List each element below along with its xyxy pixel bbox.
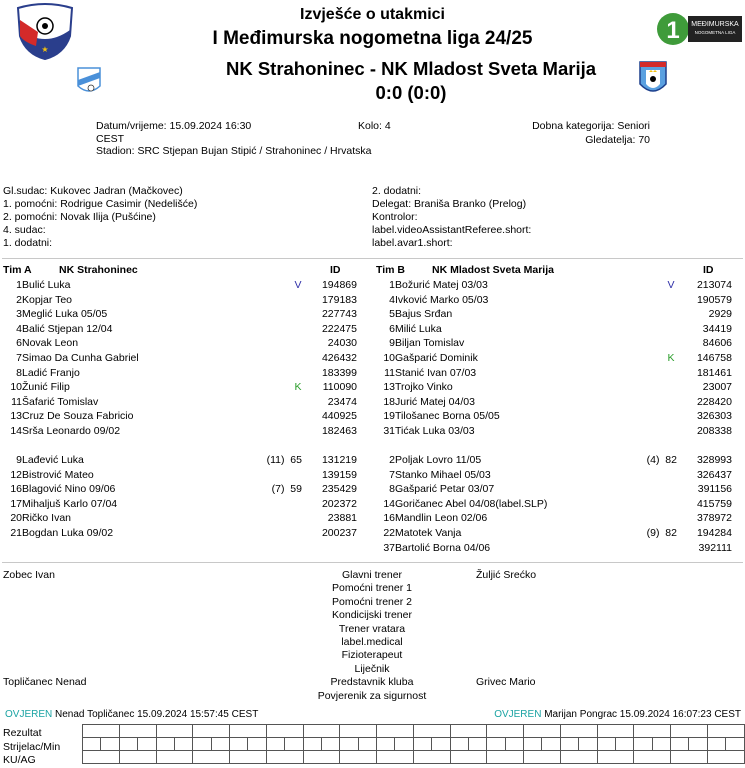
result-cell: [671, 725, 708, 738]
goalkeeper-mark: V: [667, 279, 675, 291]
player-number: 7: [16, 351, 22, 364]
player-number: 11: [384, 366, 395, 379]
player-id: 392111: [698, 541, 732, 554]
scorer-cell: [303, 738, 321, 751]
player-name: Simao Da Cunha Gabriel: [22, 351, 139, 364]
player-row: [373, 395, 745, 410]
player-id: 34419: [702, 322, 732, 335]
player-id: 2929: [708, 308, 732, 321]
score-grid-labels: [3, 727, 60, 768]
result-cell: [340, 725, 377, 738]
player-row: [373, 453, 745, 468]
goalkeeper-mark: V: [294, 279, 302, 291]
player-number: 13: [383, 381, 395, 394]
player-number: 9: [16, 454, 22, 466]
player-number: 8: [16, 366, 22, 379]
team-b-name: NK Mladost Sveta Marija: [432, 264, 554, 276]
card-cell: [707, 751, 744, 764]
player-name: Balić Stjepan 12/04: [22, 322, 113, 335]
away-representative: Grivec Mario: [476, 676, 536, 688]
player-name: Bartolić Borna 04/06: [395, 541, 491, 554]
stadium: Stadion: SRC Stjepan Bujan Stipić / Strahoninec / Hrvatska: [96, 145, 372, 157]
scorer-cell: [432, 738, 450, 751]
role-physiotherapist: Fizioterapeut: [341, 649, 403, 662]
divider: [2, 258, 743, 259]
player-number: 2: [16, 293, 22, 306]
player-row: [373, 482, 745, 497]
player-row: [0, 424, 370, 439]
result-cell: [487, 725, 524, 738]
card-cell: [193, 751, 230, 764]
player-row: [373, 409, 745, 424]
scorer-cell: [524, 738, 542, 751]
grid-label-result: Rezultat: [3, 727, 42, 739]
card-cell: [119, 751, 156, 764]
player-name: Lađević Luka: [22, 454, 84, 466]
player-id: 391156: [697, 483, 732, 496]
captain-mark: K: [294, 381, 302, 394]
staff-roles: [272, 569, 472, 703]
svg-text:★: ★: [41, 45, 49, 54]
official-var: label.videoAssistantReferee.short:: [372, 224, 532, 236]
player-number: 13: [10, 410, 22, 423]
card-cell: [377, 751, 414, 764]
scorer-cell: [119, 738, 137, 751]
player-name: Bistrović Mateo: [22, 468, 94, 481]
player-name: Jurić Matej 04/03: [395, 395, 475, 408]
attendance: Gledatelja: 70: [585, 133, 650, 146]
player-number: 1: [16, 279, 22, 291]
scorer-cell: [689, 738, 707, 751]
player-id: 202372: [321, 497, 357, 510]
result-cell: [193, 725, 230, 738]
player-id: 190579: [696, 293, 732, 306]
result-cell: [83, 725, 120, 738]
verified-status: OVJEREN: [494, 709, 542, 720]
player-row: [373, 468, 745, 483]
verified-by: Nenad Topličanec 15.09.2024 15:57:45 CEST: [55, 709, 259, 720]
player-id: 146758: [696, 351, 732, 364]
player-row: [373, 511, 745, 526]
player-id: 426432: [321, 351, 357, 364]
player-id: 139159: [321, 468, 357, 481]
card-cell: [303, 751, 340, 764]
player-id: 228420: [696, 395, 732, 408]
scorer-cell: [395, 738, 413, 751]
scorer-cell: [340, 738, 358, 751]
substitution-info: (4) 82: [646, 454, 677, 466]
card-cell: [634, 751, 671, 764]
player-number: 16: [10, 483, 22, 496]
scorer-cell: [468, 738, 486, 751]
player-id: 222475: [321, 322, 357, 335]
team-a-name: NK Strahoninec: [59, 264, 138, 276]
player-name: Biljan Tomislav: [395, 337, 465, 350]
player-row: [0, 366, 370, 381]
result-cell: [230, 725, 267, 738]
player-id: 213074: [696, 279, 732, 291]
player-id: 110090: [322, 381, 357, 394]
player-name: Srša Leonardo 09/02: [22, 424, 121, 437]
result-cell: [266, 725, 303, 738]
grid-label-scorer: Strijelac/Min: [3, 740, 61, 753]
player-row: [373, 526, 745, 541]
official-fourth: 4. sudac:: [3, 224, 46, 236]
player-row: [0, 468, 370, 483]
player-number: 14: [383, 497, 395, 510]
result-cell: [707, 725, 744, 738]
result-cell: [303, 725, 340, 738]
player-number: 10: [10, 381, 22, 394]
scorer-cell: [248, 738, 266, 751]
svg-text:MEĐIMURSKA: MEĐIMURSKA: [691, 21, 739, 28]
player-name: Bajus Srđan: [395, 308, 453, 321]
player-number: 1: [389, 279, 395, 291]
player-number: 3: [16, 308, 22, 321]
scorer-cell: [101, 738, 119, 751]
scorer-cell: [487, 738, 505, 751]
player-row: [0, 322, 370, 337]
player-row: [373, 278, 745, 293]
svg-text:NOGOMETNA LIGA: NOGOMETNA LIGA: [694, 30, 736, 35]
scorer-cell: [285, 738, 303, 751]
player-name: Ivković Marko 05/03: [395, 293, 489, 306]
match-datetime: Datum/vrijeme: 15.09.2024 16:30: [96, 120, 252, 132]
player-name: Ladić Franjo: [22, 366, 80, 379]
player-id: 179183: [321, 293, 357, 306]
player-number: 11: [11, 395, 22, 408]
team-a-label: Tim A: [3, 264, 32, 276]
player-row: [0, 526, 370, 541]
player-name: Bogdan Luka 09/02: [22, 526, 114, 539]
player-row: [373, 424, 745, 439]
player-row: [0, 278, 370, 293]
player-number: 7: [389, 468, 395, 481]
player-number: 5: [389, 308, 395, 321]
role-assistant-coach-1: Pomoćni trener 1: [332, 582, 412, 595]
result-cell: [597, 725, 634, 738]
scorer-cell: [230, 738, 248, 751]
role-doctor: Liječnik: [354, 662, 390, 675]
official-avar: label.avar1.short:: [372, 237, 453, 249]
league-title: I Međimurska nogometna liga 24/25: [212, 28, 533, 49]
card-cell: [266, 751, 303, 764]
report-title: Izvješće o utakmici: [300, 6, 445, 23]
player-name: Blagović Nino 09/06: [22, 483, 116, 496]
official-delegate: Delegat: Braniša Branko (Prelog): [372, 198, 527, 210]
substitution-info: (11) 65: [266, 454, 302, 466]
player-id: 194869: [321, 279, 357, 291]
player-row: [373, 351, 745, 366]
player-name: Bulić Luka: [22, 279, 71, 291]
svg-text:1: 1: [666, 17, 680, 44]
player-number: 8: [389, 483, 395, 496]
player-name: Novak Leon: [22, 337, 79, 350]
verified-by: Marijan Pongrac 15.09.2024 16:07:23 CEST: [544, 709, 741, 720]
player-row: [373, 380, 745, 395]
player-id: 235429: [321, 483, 357, 496]
player-name: Cruz De Souza Fabricio: [22, 410, 134, 423]
card-cell: [340, 751, 377, 764]
scorer-cell: [193, 738, 211, 751]
player-row: [0, 409, 370, 424]
player-name: Gašparić Dominik: [395, 351, 478, 364]
player-number: 16: [383, 512, 395, 525]
player-name: Stanić Ivan 07/03: [395, 366, 477, 379]
player-name: Stanko Mihael 05/03: [395, 468, 491, 481]
player-number: 6: [16, 337, 22, 350]
scorer-cell: [211, 738, 229, 751]
player-id: 23007: [702, 381, 732, 394]
card-cell: [560, 751, 597, 764]
scorer-cell: [358, 738, 376, 751]
player-id: 84606: [702, 337, 732, 350]
player-name: Poljak Lovro 11/05: [395, 454, 482, 466]
result-cell: [524, 725, 561, 738]
team-b-label: Tim B: [376, 264, 405, 276]
official-assistant-2: 2. pomoćni: Novak Ilija (Pušćine): [3, 211, 156, 223]
player-name: Božurić Matej 03/03: [395, 279, 488, 291]
role-club-representative: Predstavnik kluba: [330, 676, 414, 689]
player-row: [373, 322, 745, 337]
player-name: Gašparić Petar 03/07: [395, 483, 495, 496]
card-cell: [671, 751, 708, 764]
score-grid-row: [83, 751, 745, 764]
match-timezone: CEST: [96, 132, 125, 145]
player-row: [0, 336, 370, 351]
away-head-coach: Žuljić Srećko: [476, 569, 537, 581]
player-row: [0, 511, 370, 526]
result-cell: [413, 725, 450, 738]
player-id: 227743: [321, 308, 357, 321]
result-cell: [377, 725, 414, 738]
player-name: Tićak Luka 03/03: [395, 424, 475, 437]
player-row: [373, 307, 745, 322]
player-number: 19: [383, 410, 395, 423]
scorer-cell: [615, 738, 633, 751]
player-row: [0, 395, 370, 410]
officials-right: [372, 185, 531, 250]
player-number: 20: [10, 512, 22, 525]
captain-mark: K: [667, 351, 675, 364]
scorer-cell: [138, 738, 156, 751]
match-title: NK Strahoninec - NK Mladost Sveta Marija: [225, 58, 597, 79]
player-row: [373, 497, 745, 512]
scorer-cell: [634, 738, 652, 751]
role-security-officer: Povjerenik za sigurnost: [317, 689, 427, 702]
away-verification: [494, 709, 741, 720]
player-id: 326437: [696, 468, 732, 481]
player-row: [0, 307, 370, 322]
role-assistant-coach-2: Pomoćni trener 2: [332, 595, 412, 608]
player-row: [0, 453, 370, 468]
scorer-cell: [321, 738, 339, 751]
player-id: 131219: [321, 454, 357, 466]
scorer-cell: [156, 738, 174, 751]
scorer-cell: [413, 738, 431, 751]
player-row: [373, 366, 745, 381]
scorer-cell: [266, 738, 284, 751]
player-id: 23474: [327, 395, 357, 408]
scorer-cell: [707, 738, 725, 751]
player-id: 208338: [696, 424, 732, 437]
player-name: Milić Luka: [395, 322, 442, 335]
scorer-cell: [726, 738, 745, 751]
official-assistant-1: 1. pomoćni: Rodrigue Casimir (Nedelišće): [3, 198, 198, 210]
player-number: 31: [383, 424, 395, 437]
player-number: 18: [383, 395, 395, 408]
scorer-cell: [542, 738, 560, 751]
player-row: [0, 380, 370, 395]
scorer-cell: [597, 738, 615, 751]
scorer-cell: [174, 738, 192, 751]
role-medical: label.medical: [341, 636, 403, 649]
player-row: [0, 497, 370, 512]
card-cell: [230, 751, 267, 764]
result-cell: [560, 725, 597, 738]
player-row: [0, 482, 370, 497]
player-row: [373, 336, 745, 351]
officials-left: [3, 185, 197, 250]
home-verification: [5, 709, 258, 720]
player-id: 24030: [327, 337, 357, 350]
player-name: Tilošanec Borna 05/05: [395, 410, 500, 423]
player-number: 4: [16, 322, 22, 335]
official-main-referee: Gl.sudac: Kukovec Jadran (Mačkovec): [3, 185, 183, 197]
player-name: Kopjar Teo: [22, 293, 73, 306]
scorer-cell: [671, 738, 689, 751]
score-grid: [82, 724, 745, 764]
score-grid-row: [83, 738, 745, 751]
official-controller: Kontrolor:: [372, 211, 418, 223]
scorer-cell: [505, 738, 523, 751]
official-additional-2: 2. dodatni:: [372, 185, 422, 197]
role-fitness-coach: Kondicijski trener: [332, 609, 412, 622]
home-head-coach: Zobec Ivan: [3, 569, 55, 581]
player-row: [373, 293, 745, 308]
role-goalkeeper-coach: Trener vratara: [338, 622, 406, 635]
player-id: 23881: [327, 512, 357, 525]
substitution-info: (7) 59: [271, 483, 302, 496]
player-name: Meglić Luka 05/05: [22, 308, 108, 321]
player-row: [0, 351, 370, 366]
result-cell: [634, 725, 671, 738]
player-number: 9: [389, 337, 395, 350]
player-number: 10: [383, 351, 395, 364]
scorer-cell: [450, 738, 468, 751]
score-grid-row: [83, 725, 745, 738]
player-name: Šafarić Tomislav: [22, 395, 99, 408]
verified-status: OVJEREN: [5, 709, 53, 720]
result-cell: [450, 725, 487, 738]
player-name: Matotek Vanja: [395, 526, 462, 539]
home-representative: Topličanec Nenad: [3, 676, 87, 688]
grid-label-cards: KU/AG: [3, 754, 36, 766]
team-a-substitutes: [0, 453, 370, 541]
player-id: 326303: [696, 410, 732, 423]
player-name: Mandlin Leon 02/06: [395, 512, 488, 525]
substitution-info: (9) 82: [646, 526, 677, 539]
official-additional-1: 1. dodatni:: [3, 237, 53, 249]
player-id: 440925: [321, 410, 357, 423]
scorer-cell: [83, 738, 101, 751]
card-cell: [487, 751, 524, 764]
result-cell: [156, 725, 193, 738]
team-b-substitutes: [373, 453, 745, 555]
player-number: 17: [10, 497, 22, 510]
player-number: 22: [383, 526, 395, 539]
player-number: 37: [383, 541, 395, 554]
player-id: 182463: [321, 424, 357, 437]
player-row: [0, 293, 370, 308]
scorer-cell: [377, 738, 395, 751]
player-id: 328993: [696, 454, 732, 466]
scorer-cell: [579, 738, 597, 751]
player-number: 21: [10, 526, 22, 539]
team-b-id-header: ID: [703, 264, 714, 276]
player-id: 378972: [696, 512, 732, 525]
player-name: Ričko Ivan: [22, 512, 72, 525]
player-number: 14: [10, 424, 22, 437]
card-cell: [524, 751, 561, 764]
role-head-coach: Glavni trener: [341, 569, 403, 581]
player-name: Goričanec Abel 04/08(label.SLP): [395, 497, 548, 510]
player-row: [373, 541, 745, 556]
player-id: 183399: [321, 366, 357, 379]
team-a-id-header: ID: [330, 264, 341, 276]
round: Kolo: 4: [358, 120, 391, 132]
card-cell: [597, 751, 634, 764]
age-category: Dobna kategorija: Seniori: [532, 120, 650, 132]
player-number: 12: [10, 468, 22, 481]
card-cell: [413, 751, 450, 764]
player-id: 181461: [696, 366, 732, 379]
scorer-cell: [652, 738, 670, 751]
player-name: Mihaljuš Karlo 07/04: [22, 497, 118, 510]
player-number: 2: [389, 454, 395, 466]
player-name: Žunić Filip: [22, 381, 70, 394]
player-name: Trojko Vinko: [395, 381, 453, 394]
match-score: 0:0 (0:0): [375, 82, 447, 103]
player-number: 6: [389, 322, 395, 335]
team-a-starters: [0, 278, 370, 439]
divider: [2, 562, 743, 563]
scorer-cell: [560, 738, 578, 751]
player-id: 194284: [696, 526, 732, 539]
player-number: 4: [389, 293, 395, 306]
result-cell: [119, 725, 156, 738]
card-cell: [83, 751, 120, 764]
team-b-starters: [373, 278, 745, 439]
player-id: 415759: [696, 497, 732, 510]
player-id: 200237: [321, 526, 357, 539]
card-cell: [450, 751, 487, 764]
card-cell: [156, 751, 193, 764]
